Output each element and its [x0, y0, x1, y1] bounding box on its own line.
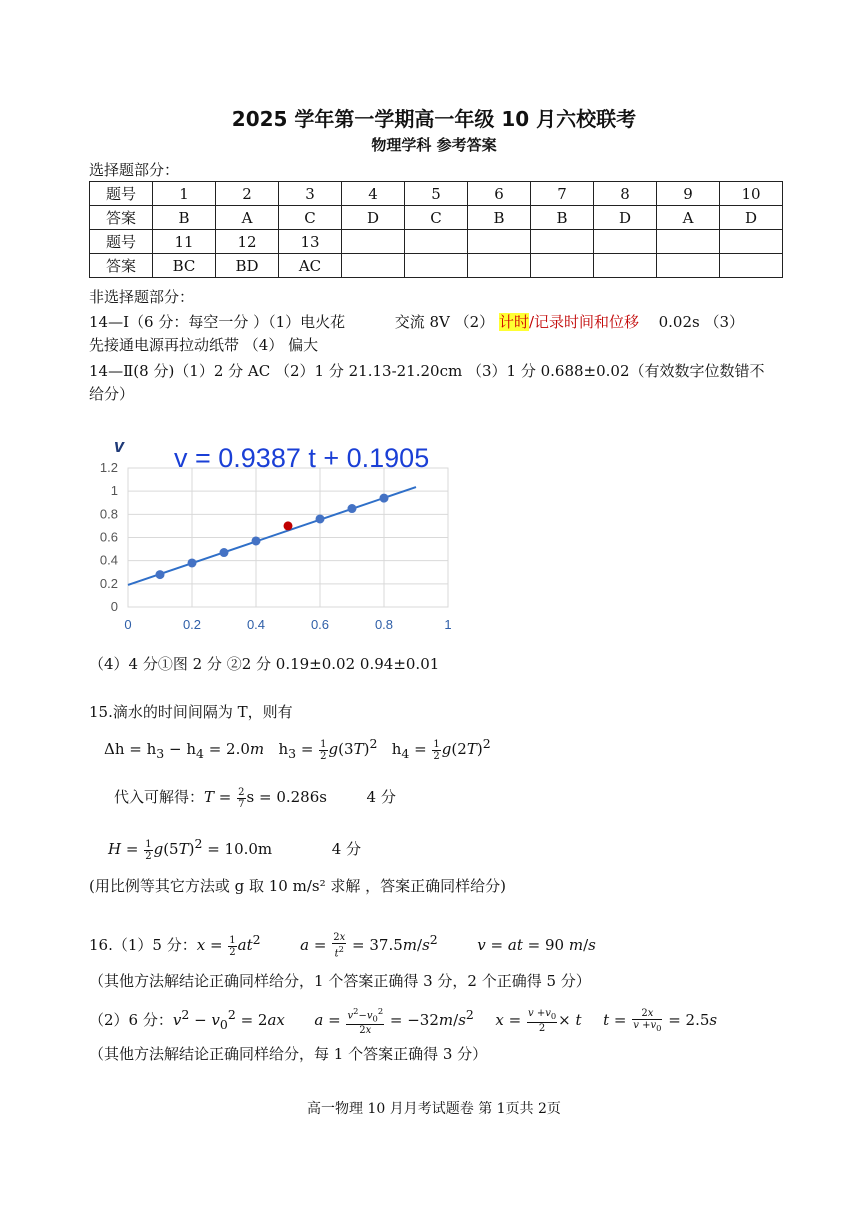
page-footer: 高一物理 10 月月考试题卷 第 1页共 2页 — [307, 1101, 561, 1117]
table-cell: BD — [216, 254, 279, 278]
q15-score-1: 4 分 — [366, 788, 396, 806]
table-cell — [468, 230, 531, 254]
x-tick-label: 0.4 — [246, 617, 266, 632]
x-tick-label: 1 — [444, 617, 452, 632]
table-cell: A — [216, 206, 279, 230]
row-label: 答案 — [90, 254, 153, 278]
q14-1-part-b: 交流 8V （2） — [394, 313, 495, 331]
table-cell — [342, 230, 405, 254]
trendline — [128, 487, 416, 585]
table-cell: B — [153, 206, 216, 230]
data-point — [252, 536, 261, 545]
q16-p2-note: （其他方法解结论正确同样给分，每 1 个答案正确得 3 分） — [89, 1045, 488, 1063]
table-cell: 7 — [531, 182, 594, 206]
table-cell — [405, 230, 468, 254]
table-row — [90, 230, 783, 254]
row-label: 题号 — [90, 182, 153, 206]
table-cell: 12 — [216, 230, 279, 254]
q14-1-part-c: 0.02s （3） — [658, 313, 745, 331]
data-point — [284, 521, 293, 530]
table-cell — [657, 230, 720, 254]
q16-p1-label: 16.（1）5 分： — [89, 936, 197, 954]
y-tick-label: 0.6 — [99, 529, 118, 545]
page-subtitle: 物理学科 参考答案 — [371, 136, 497, 154]
table-cell: BC — [153, 254, 216, 278]
table-cell: 8 — [594, 182, 657, 206]
data-point — [380, 494, 389, 503]
x-tick-label: 0.2 — [182, 617, 202, 632]
table-cell: 5 — [405, 182, 468, 206]
answer-table — [89, 181, 783, 278]
q14-2-line2: 给分） — [89, 385, 135, 403]
q16-p2-label: （2）6 分： — [89, 1011, 173, 1030]
data-point — [156, 570, 165, 579]
table-cell: 1 — [153, 182, 216, 206]
table-cell — [720, 230, 783, 254]
table-row — [90, 182, 783, 206]
q14-1-line1 — [89, 311, 744, 332]
table-cell: D — [342, 206, 405, 230]
q14-2-part4: （4）4 分①图 2 分 ②2 分 0.19±0.02 0.94±0.01 — [89, 655, 440, 673]
nonchoice-section-label: 非选择题部分： — [89, 288, 195, 306]
trendline-equation: v = 0.9387 t + 0.1905 — [174, 443, 430, 473]
table-cell: 10 — [720, 182, 783, 206]
q14-1-line2: 先接通电源再拉动纸带 （4） 偏大 — [89, 336, 319, 354]
q14-1-red-text: /记录时间和位移 — [528, 313, 640, 331]
table-cell: C — [405, 206, 468, 230]
table-row — [90, 206, 783, 230]
q14-1-highlight: 计时 — [498, 313, 529, 331]
y-tick-label: 0 — [110, 599, 118, 614]
table-cell: 2 — [216, 182, 279, 206]
table-cell — [342, 254, 405, 278]
table-cell: B — [531, 206, 594, 230]
page-title: 2025 学年第一学期高一年级 10 月六校联考 — [231, 107, 637, 131]
y-tick-label: 0.4 — [99, 552, 118, 568]
table-cell — [594, 254, 657, 278]
row-label: 题号 — [90, 230, 153, 254]
table-cell: A — [657, 206, 720, 230]
q15-score-2: 4 分 — [331, 840, 362, 858]
q16-part2: （2）6 分：$v^2 - v_0^2 = 2ax$ a = $\frac{v^2-v_0^2}{2x}$ = $-32m/s^2$ x = $\frac{v +v_0}{2}$ × t t = $\frac{2x}{v +v_0}$ = 2.5s — [89, 1006, 718, 1037]
table-cell: 6 — [468, 182, 531, 206]
q14-1-part-a: 14—Ⅰ（6 分：每空一分 ）（1）电火花 — [89, 313, 346, 331]
q16-part1: 16.（1）5 分：x = $\frac{1}{2}$ $at^2$ a = $\frac{2x}{t^2}$ = $37.5m/s^2$ v = at = 90 m/s — [89, 932, 596, 960]
table-cell: D — [720, 206, 783, 230]
table-cell: 4 — [342, 182, 405, 206]
velocity-time-chart — [90, 430, 480, 635]
y-tick-label: 0.8 — [99, 506, 118, 522]
table-cell — [720, 254, 783, 278]
table-cell — [405, 254, 468, 278]
table-cell: AC — [279, 254, 342, 278]
table-row — [90, 254, 783, 278]
y-tick-label: 0.2 — [99, 575, 118, 591]
x-tick-label: 0.8 — [374, 617, 394, 632]
row-label: 答案 — [90, 206, 153, 230]
q14-2-line1: 14—Ⅱ(8 分)（1）2 分 AC （2）1 分 21.13-21.20cm （3）1 分 0.688±0.02（有效数字位数错不 — [89, 362, 765, 380]
choice-section-label: 选择题部分： — [89, 161, 180, 179]
table-cell: B — [468, 206, 531, 230]
q15-equation-3: H = $\frac{1}{2}$ $g(5T)^2 = 10.0m$ 4 分 — [108, 836, 362, 862]
table-cell: 9 — [657, 182, 720, 206]
table-cell: 13 — [279, 230, 342, 254]
table-cell — [594, 230, 657, 254]
data-point — [348, 504, 357, 513]
y-tick-label: 1 — [110, 483, 118, 499]
table-cell: 11 — [153, 230, 216, 254]
table-cell — [468, 254, 531, 278]
q15-equation-1: $\Delta h = h_3 - h_4 = 2.0m$ $h_3$ = $\frac{1}{2}$ $g(3T)^2$ $h_4$ = $\frac{1}{2}$ $g(2T)^2$ — [104, 736, 491, 762]
x-tick-label: 0.6 — [310, 617, 330, 632]
x-tick-label: 0 — [124, 617, 132, 632]
data-point — [188, 558, 197, 567]
table-cell — [531, 254, 594, 278]
y-tick-label: 1.2 — [99, 460, 118, 475]
table-cell — [657, 254, 720, 278]
q16-p1-note: （其他方法解结论正确同样给分，1 个答案正确得 3 分，2 个正确得 5 分） — [89, 972, 591, 990]
table-cell: D — [594, 206, 657, 230]
table-cell: C — [279, 206, 342, 230]
y-axis-label: v — [114, 436, 125, 456]
q15-sub-label: 代入可解得： — [114, 788, 205, 806]
q15-intro: 15.滴水的时间间隔为 T，则有 — [89, 703, 293, 721]
q15-note: (用比例等其它方法或 g 取 10 m/s² 求解 ，答案正确同样给分) — [89, 877, 506, 895]
data-point — [220, 548, 229, 557]
data-point — [316, 514, 325, 523]
table-cell — [531, 230, 594, 254]
q15-equation-2: 代入可解得：T = $\frac{2}{7}$ s = 0.286s 4 分 — [114, 786, 396, 810]
table-cell: 3 — [279, 182, 342, 206]
